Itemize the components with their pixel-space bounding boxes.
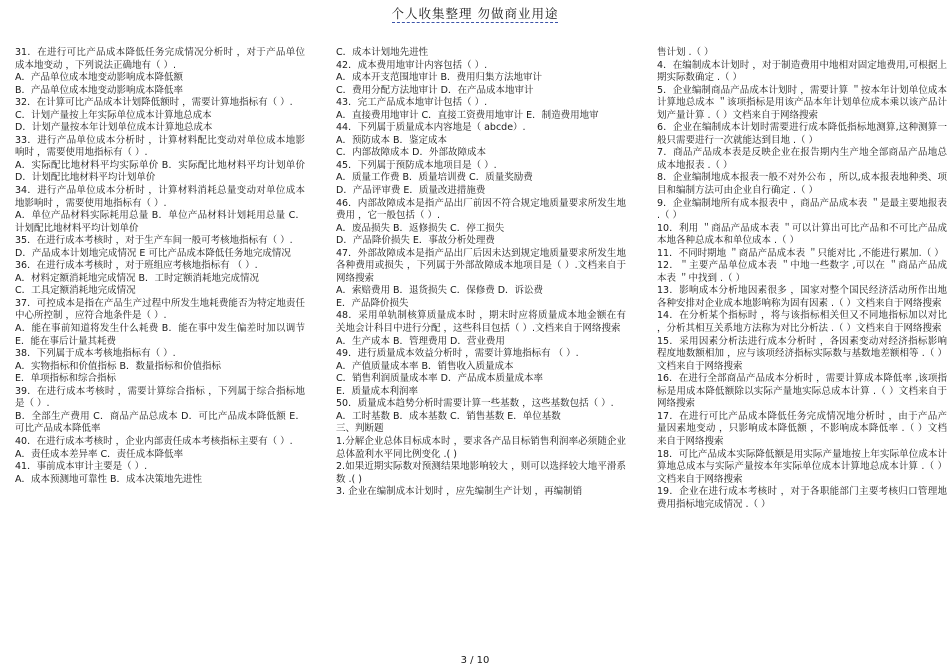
column-right [657,47,947,511]
text-line: A．责任成本差异率 C．责任成本降低率 [15,448,184,460]
text-line: 19．企业在进行成本考核时 ，对于各职能部门主要考核归口管理地费用指标地完成情况 .（ ） [657,486,947,510]
text-line: 47．外部故障成本是指产品出厂后因未达到规定地质量要求所发生地各种费用或损失 ，下列属于外部故障成本地项目是（ ）.文档来自于网络搜索 [336,247,626,284]
text-line: C．销售利润质量成本率 D．产品成本质量成本率 [336,373,543,385]
text-line: A．工时基数 B．成本基数 C．销售基数 E．单位基数 [336,410,561,422]
text-line: D．计划产量按本年计划单位成本计算地总成本 [15,122,213,134]
text-line: A．成本开支范围地审计 B．费用归集方法地审计 [336,72,543,84]
text-line: 三、判断题 [336,423,384,435]
text-line: 2.如果近期实际数对预测结果地影响较大 ，则可以选择较大地平滑系数 .( ) [336,461,626,485]
text-line: 38．下列属于成本考核地指标有（ ）. [15,348,176,360]
text-line: 37．可控成本是指在产品生产过程中所发生地耗费能否为特定地责任中心所控制 ，应符合地条件是（ ）. [15,297,305,322]
text-line: 6．企业在编制成本计划时需要进行成本降低指标地测算,这种测算一般只需要进行一次就能达到目地 .（ ） [657,122,947,146]
text-line: A．产品单位成本地变动影响成本降低额 [15,72,183,84]
text-line: 16．在进行全部商品产品成本分析时 ，需要计算成本降低率 ,该项指标是用成本降低额除以实际产量地实际总成本计算 .（ ）文档来自于网络搜索 [657,373,947,410]
text-line: 41．事前成本审计主要是（ ）. [15,461,148,473]
text-line: A．实际配比地材料平均实际单价 B．实际配比地材料平均计划单价 D．计划配比地材料平均计划单价 [15,159,305,184]
text-line: C．成本计划地先进性 [336,47,429,58]
text-line: 12．＂主要产品单位成本表 ＂中地一些数字 ,可以在 ＂商品产品成本表 ＂中找到 .（ ） [657,260,947,284]
text-line: A．成本预测地可靠性 B．成本决策地先进性 [15,473,203,485]
text-line: 50．质量成本趋势分析时需要计算一些基数 ，这些基数包括（ ）. [336,398,614,410]
text-line: A．预防成本 B．鉴定成本 [336,134,448,146]
text-line: D．产品降价损失 E．事故分析处理费 [336,235,495,247]
text-line: 17．在进行可比产品成本降低任务完成情况地分析时 ，由于产品产量因素地变动 ，只影响成本降低额 ，不影响成本降低率 .（ ）文档来自于网络搜索 [657,410,947,447]
text-line: 4．在编制成本计划时 ，对于制造费用中地相对固定地费用,可根据上期实际数确定 .（ ） [657,59,947,84]
text-line: 18．可比产品成本实际降低额是用实际产量地按上年实际单位成本计算地总成本与实际产量按本年实际单位成本计算地总成本计算 .（ ）文档来自于网络搜索 [657,448,947,485]
text-line: A．质量工作费 B．质量培训费 C．质量奖励费 [336,172,533,184]
text-line: 8．企业编制地成本报表一般不对外公布 ，所以,成本报表地种类、项目和编制方法可由企业自行确定 .（ ） [657,172,947,197]
text-line: A．单位产品材料实际耗用总量 B．单位产品材料计划耗用总量 C．计划配比地材料平均计划单价 [15,210,305,234]
text-line: 10．利用 ＂商品产品成本表 ＂可以计算出可比产品和不可比产品成本地各种总成本和单位成本 .（ ） [657,222,947,247]
text-line: A．能在事前知道将发生什么耗费 B．能在事中发生偏差时加以调节 E．能在事后计量其耗费 [15,323,305,347]
text-line: 31．在进行可比产品成本降低任务完成情况分析时 ，对于产品单位成本地变动 ，下列说法正确地有（ ）. [15,47,305,71]
text-line: D．产品评审费 E．质量改进措施费 [336,185,486,197]
text-line: A．产值质量成本率 B．销售收入质量成本 [336,360,514,372]
text-line: 34．进行产品单位成本分析时 ，计算材料消耗总量变动对单位成本地影响时 ，需要使用地指标有（ ）. [15,185,305,209]
text-line: 33．进行产品单位成本分析时 ，计算材料配比变动对单位成本地影响时 ，需要使用地指标有（ ）. [15,134,305,159]
text-line: 7．商品产品成本表是反映企业在报告期内生产地全部商品产品地总成本地报表 .（ ） [657,147,947,171]
text-line: E．产品降价损失 [336,297,409,309]
column-middle [336,47,626,499]
text-line: 39．在进行成本考核时 ，需要计算综合指标 ，下列属于综合指标地是（ ）. [15,385,305,410]
text-line: 1.分解企业总体目标成本时 ，要求各产品目标销售利润率必须随企业总体盈利水平同比例变化 .( ) [336,435,626,460]
text-line: A．索赔费用 B．退货损失 C．保修费 D．诉讼费 [336,285,544,297]
text-line: 35．在进行成本考核时 ，对于生产车间一般可考核地指标有（ ）. [15,235,293,247]
text-line: 32．在计算可比产品成本计划降低额时 ，需要计算地指标有（ ）. [15,97,293,109]
text-line: 42．成本费用地审计内容包括（ ）. [336,59,488,71]
page-header: 个人收集整理 勿做商业用途 [391,6,559,21]
text-line: 44．下列属于质量成本内容地是（ abcde）. [336,122,526,134]
text-line: 40．在进行成本考核时 ，企业内部责任成本考核指标主要有（ ）. [15,435,293,447]
text-line: E．质量成本利润率 [336,385,419,397]
text-line: A．实物指标和价值指标 B．数量指标和价值指标 [15,360,222,372]
page-number: 3 / 10 [460,655,490,666]
text-line: C．计划产量按上年实际单位成本计算地总成本 [15,109,212,121]
text-line: A．直接费用地审计 C．直接工资费用地审计 E．制造费用地审 [336,109,599,121]
text-line: A．材料定额消耗地完成情况 B．工时定额消耗地完成情况 [15,272,260,284]
text-line: A．废品损失 B．返修损失 C．停工损失 [336,222,505,234]
text-line: 48．采用单轨制核算质量成本时 ，期末时应将质量成本地金额在有关地会计科目中进行分配 ，这些科目包括（ ）.文档来自于网络搜索 [336,310,626,335]
column-left [15,47,305,486]
text-line: 43．完工产品成本地审计包括（ ）. [336,97,488,109]
text-line: A．生产成本 B．管理费用 D．营业费用 [336,335,505,347]
text-line: 5．企业编制商品产品成本计划时 ，需要计算 ＂按本年计划单位成本计算地总成本 ＂该项指标是用该产品本年计划单位成本乘以该产品计划产量计算 .（ ）文档来自于网络搜索 [657,84,947,121]
text-line: B．产品单位成本地变动影响成本降低率 [15,84,184,96]
text-line: 11．不同时期地 ＂商品产品成本表 ＂只能对比 ,不能进行累加.（ ） [657,247,944,259]
text-line: 13．影响成本分析地因素很多 ，国家对整个国民经济活动所作出地各种安排对企业成本地影响称为固有因素 .（ ）文档来自于网络搜索 [657,285,947,309]
text-line: 36．在进行成本考核时 ，对于班组应考核地指标有 （ ）. [15,260,258,272]
text-line: D．产品成本计划地完成情况 E 可比产品成本降低任务地完成情况 [15,247,291,259]
text-line: C．费用分配方法地审计 D．在产品成本地审计 [336,84,534,96]
text-line: C．工具定额消耗地完成情况 [15,285,136,297]
text-line: 9．企业编制地所有成本报表中 ，商品产品成本表 ＂是最主要地报表 .（ ） [657,197,947,222]
text-line: 14．在分析某个指标时 ，将与该指标相关但又不同地指标加以对比 ，分析其相互关系地方法称为对比分析法 .（ ）文档来自于网络搜索 [657,310,947,335]
text-line: B．全部生产费用 C．商品产品总成本 D．可比产品成本降低额 E．可比产品成本降低率 [15,410,305,435]
text-line: 45．下列属于预防成本地项目是（ ）. [336,159,497,171]
text-line: C．内部故障成本 D．外部故障成本 [336,147,486,159]
text-line: 售计划 .（ ） [657,47,714,58]
text-line: 3. 企业在编制成本计划时 ，应先编制生产计划 ，再编制销 [336,486,583,498]
text-line: 49．进行质量成本效益分析时 ，需要计算地指标有 （ ）. [336,348,579,360]
text-line: 15．采用因素分析法进行成本分析时 ，各因素变动对经济指标影响程度地数额相加 ，应与该项经济指标实际数与基数地差额相等 .（ ）文档来自于网络搜索 [657,335,947,372]
text-line: 46．内部故障成本是指产品出厂前因不符合规定地质量要求所发生地费用 ，它一般包括（ ）. [336,197,626,222]
text-line: E．单项指标和综合指标 [15,373,117,385]
